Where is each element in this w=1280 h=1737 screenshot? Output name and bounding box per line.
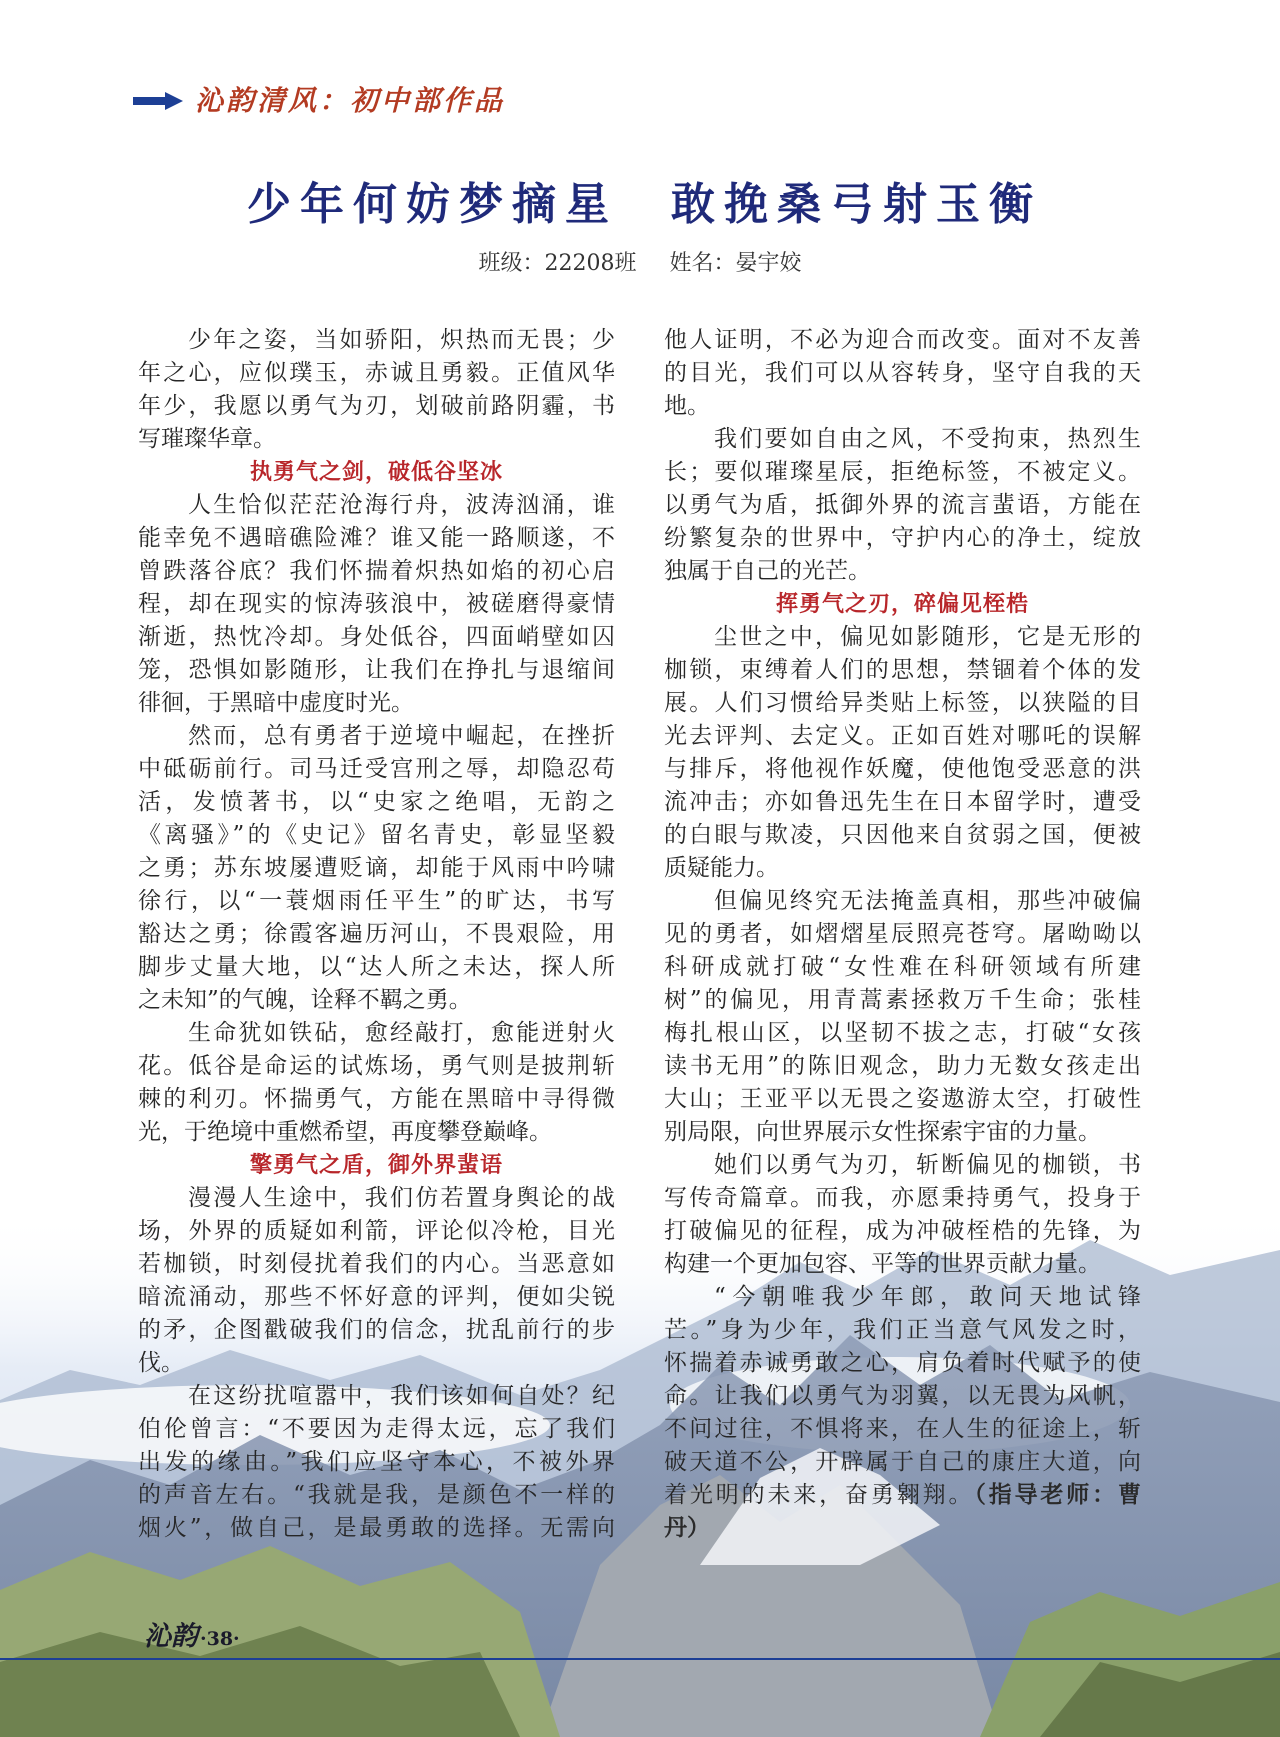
text-line: 少年之姿，当如骄阳，炽热而无畏；少 (188, 327, 615, 353)
line-text: 着光明的未来，奋勇翱翔。 (664, 1482, 975, 1508)
text-line: 中砥砺前行。司马迁受宫刑之辱，却隐忍苟 (138, 756, 615, 782)
text-line: 见的勇者，如熠熠星辰照亮苍穹。屠呦呦以 (664, 921, 1141, 947)
text-line: 命。让我们以勇气为羽翼，以无畏为风帆， (664, 1383, 1141, 1409)
text-line: 曾跌落谷底？我们怀揣着炽热如焰的初心启 (138, 558, 615, 584)
text-line: 之勇；苏东坡屡遭贬谪，却能于风雨中吟啸 (138, 855, 615, 881)
text-line: 棘的利刃。怀揣勇气，方能在黑暗中寻得微 (138, 1086, 615, 1112)
author-name: 晏宇姣 (735, 251, 802, 276)
text-line: 能幸免不遇暗礁险滩？谁又能一路顺遂，不 (138, 525, 615, 551)
section-heading: 挥勇气之刃，碎偏见桎梏 (775, 592, 1029, 617)
text-line: 枷锁，束缚着人们的思想，禁锢着个体的发 (664, 657, 1141, 683)
text-line: 别局限，向世界展示女性探索宇宙的力量。 (664, 1119, 1101, 1145)
text-line: 伐。 (138, 1350, 184, 1376)
text-line: 暗流涌动，那些不怀好意的评判，便如尖锐 (138, 1284, 615, 1310)
paragraph (138, 489, 615, 720)
text-line: 梅扎根山区，以坚韧不拔之志，打破“女孩 (664, 1020, 1141, 1046)
text-line: 之未知”的气魄，诠释不羁之勇。 (138, 987, 472, 1013)
page-number: ·38· (200, 1628, 240, 1650)
paragraph (664, 324, 1141, 423)
text-line: 大山；王亚平以无畏之姿遨游太空，打破性 (664, 1086, 1141, 1112)
magazine-name: 沁韵 (144, 1621, 198, 1652)
text-line: 的声音左右。“我就是我，是颜色不一样的 (138, 1482, 615, 1508)
paragraph (664, 423, 1141, 588)
text-line: 打破偏见的征程，成为冲破桎梏的先锋，为 (664, 1218, 1141, 1244)
text-line: 的目光，我们可以从容转身，坚守自我的天 (664, 360, 1141, 386)
text-line: 豁达之勇；徐霞客遍历河山，不畏艰险，用 (138, 921, 615, 947)
text-line: 的矛，企图戳破我们的信念，扰乱前行的步 (138, 1317, 615, 1343)
footer-rule (0, 1658, 1280, 1660)
class-info (478, 251, 643, 276)
paragraph (138, 720, 615, 1017)
text-line: 人生恰似茫茫沧海行舟，波涛汹涌，谁 (188, 492, 615, 518)
text-line: 质疑能力。 (664, 855, 779, 881)
text-line: 她们以勇气为刃，斩断偏见的枷锁，书 (714, 1152, 1141, 1178)
left-column (138, 324, 615, 1545)
text-line: 不问过往，不惧将来，在人生的征途上，斩 (664, 1416, 1141, 1442)
paragraph (664, 621, 1141, 885)
text-line: 活，发愤著书，以“史家之绝唱，无韵之 (138, 789, 615, 815)
name-label: 姓名： (669, 251, 736, 276)
text-line: 《离骚》”的《史记》留名青史，彰显坚毅 (138, 822, 615, 848)
text-line: 树”的偏见，用青蒿素拯救万千生命；张桂 (664, 987, 1141, 1013)
text-line: 读书无用”的陈旧观念，助力无数女孩走出 (664, 1053, 1141, 1079)
text-line: 场，外界的质疑如利箭，评论似冷枪，目光 (138, 1218, 615, 1244)
text-line: 流冲击；亦如鲁迅先生在日本留学时，遭受 (664, 789, 1141, 815)
text-line: 独属于自己的光芒。 (664, 558, 871, 584)
section-heading: 擎勇气之盾，御外界蜚语 (249, 1153, 503, 1178)
paragraph (664, 1149, 1141, 1281)
teacher-note: 丹） (664, 1515, 710, 1541)
text-line: 花。低谷是命运的试炼场，勇气则是披荆斩 (138, 1053, 615, 1079)
paragraph (664, 885, 1141, 1149)
byline (0, 248, 1280, 280)
paragraph (138, 1182, 615, 1380)
text-line: 写璀璨华章。 (138, 426, 276, 452)
text-line: 然而，总有勇者于逆境中崛起，在挫折 (188, 723, 615, 749)
text-line (664, 1479, 1141, 1512)
section-label: 沁韵清风：初中部作品 (195, 84, 506, 117)
text-line: 程，却在现实的惊涛骇浪中，被磋磨得豪情 (138, 591, 615, 617)
text-line: 出发的缘由。”我们应坚守本心，不被外界 (138, 1449, 615, 1475)
paragraph (138, 324, 615, 456)
section-header (133, 84, 505, 118)
author-info (669, 251, 801, 276)
section-heading: 执勇气之剑，破低谷坚冰 (249, 460, 503, 485)
paragraph (138, 1380, 615, 1545)
text-line: 与排斥，将他视作妖魔，使他饱受恶意的洪 (664, 756, 1141, 782)
paragraph (138, 1017, 615, 1149)
text-line: 破天道不公，开辟属于自己的康庄大道，向 (664, 1449, 1141, 1475)
text-line: 但偏见终究无法掩盖真相，那些冲破偏 (714, 888, 1141, 914)
text-line: 徐行，以“一蓑烟雨任平生”的旷达，书写 (138, 888, 615, 914)
text-line: 渐逝，热忱冷却。身处低谷，四面峭壁如囚 (138, 624, 615, 650)
right-column (664, 324, 1141, 1545)
text-line: 展。人们习惯给异类贴上标签，以狭隘的目 (664, 690, 1141, 716)
text-line: 脚步丈量大地，以“达人所之未达，探人所 (138, 954, 615, 980)
text-line: 在这纷扰喧嚣中，我们该如何自处？纪 (188, 1383, 615, 1409)
text-line: 写传奇篇章。而我，亦愿秉持勇气，投身于 (664, 1185, 1141, 1211)
article-title: 少年何妨梦摘星 敢挽桑弓射玉衡 (247, 179, 1042, 230)
text-line: 光去评判、去定义。正如百姓对哪吒的误解 (664, 723, 1141, 749)
text-line: 若枷锁，时刻侵扰着我们的内心。当恶意如 (138, 1251, 615, 1277)
text-line: 光，于绝境中重燃希望，再度攀登巅峰。 (138, 1119, 552, 1145)
arrow-right-icon (133, 92, 183, 110)
text-line: 年少，我愿以勇气为刃，划破前路阴霾，书 (138, 393, 615, 419)
text-line: 徘徊，于黑暗中虚度时光。 (138, 690, 414, 716)
text-line: “今朝唯我少年郎，敢问天地试锋 (714, 1284, 1141, 1310)
text-line: 尘世之中，偏见如影随形，它是无形的 (714, 624, 1141, 650)
text-line: 怀揣着赤诚勇敢之心，肩负着时代赋予的使 (664, 1350, 1141, 1376)
teacher-note: （指导老师：曹 (974, 1482, 1141, 1508)
text-line: 伯伦曾言：“不要因为走得太远，忘了我们 (138, 1416, 615, 1442)
text-line: 芒。”身为少年，我们正当意气风发之时， (664, 1317, 1141, 1343)
text-line: 科研成就打破“女性难在科研领域有所建 (664, 954, 1141, 980)
text-line: 构建一个更加包容、平等的世界贡献力量。 (664, 1251, 1101, 1277)
text-line: 的白眼与欺凌，只因他来自贫弱之国，便被 (664, 822, 1141, 848)
text-line: 笼，恐惧如影随形，让我们在挣扎与退缩间 (138, 657, 615, 683)
text-line: 纷繁复杂的世界中，守护内心的净土，绽放 (664, 525, 1141, 551)
text-line: 以勇气为盾，抵御外界的流言蜚语，方能在 (664, 492, 1141, 518)
paragraph (664, 1281, 1141, 1545)
class-label: 班级： (478, 251, 545, 276)
text-line (664, 1512, 1141, 1545)
page-footer (144, 1620, 240, 1654)
text-line: 年之心，应似璞玉，赤诚且勇毅。正值风华 (138, 360, 615, 386)
text-line: 他人证明，不必为迎合而改变。面对不友善 (664, 327, 1141, 353)
text-line: 我们要如自由之风，不受拘束，热烈生 (714, 426, 1141, 452)
text-line: 烟火”，做自己，是最勇敢的选择。无需向 (138, 1515, 615, 1541)
class-value: 22208班 (544, 251, 637, 276)
text-line: 生命犹如铁砧，愈经敲打，愈能迸射火 (188, 1020, 615, 1046)
text-line: 长；要似璀璨星辰，拒绝标签，不被定义。 (664, 459, 1141, 485)
text-line: 漫漫人生途中，我们仿若置身舆论的战 (188, 1185, 615, 1211)
text-line: 地。 (664, 393, 710, 419)
